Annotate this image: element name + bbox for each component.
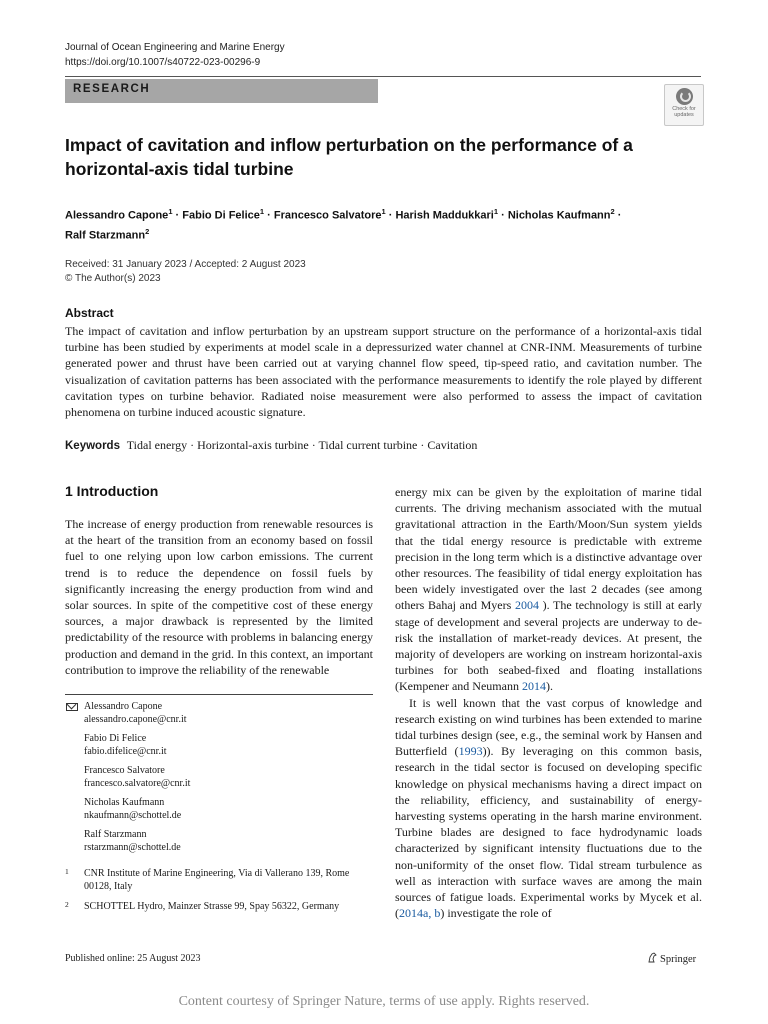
contact-entry	[65, 796, 373, 822]
author-separator: ·	[172, 209, 183, 222]
author-name: Harish Maddukkari	[395, 209, 494, 222]
author-affiliation-mark: 2	[145, 226, 150, 236]
received-accepted: Received: 31 January 2023 / Accepted: 2 August 2023	[65, 259, 306, 270]
affiliation-number: 1	[65, 867, 69, 876]
contact-entry	[65, 700, 373, 726]
copyright: © The Author(s) 2023	[65, 273, 161, 284]
text-run: energy mix can be given by the exploitation of marine tidal currents. The driving mechanism associated with the mutual gravitational attraction in the Earth/Moon/Sun system yields that the tidal energy resource is predictable with extreme precision in the long term which is a distinctive advantage over other resources. The feasibility of tidal energy exploitation has been widely investigated over the last 2 decades (see among others Bahaj and Myers	[395, 485, 702, 613]
contact-name: Alessandro Capone	[84, 701, 163, 712]
author-separator: ·	[614, 209, 622, 222]
contact-name: Nicholas Kaufmann	[84, 797, 165, 808]
journal-name: Journal of Ocean Engineering and Marine Energy	[65, 42, 285, 53]
header-rule	[65, 76, 701, 77]
contact-entry	[65, 732, 373, 758]
author-name: Fabio Di Felice	[182, 209, 260, 222]
intro-paragraph-2	[395, 695, 702, 922]
refresh-icon	[676, 88, 693, 105]
intro-paragraph-1	[395, 484, 702, 695]
affiliation-text: SCHOTTEL Hydro, Mainzer Strasse 99, Spay 56322, Germany	[84, 901, 340, 912]
citation-link[interactable]: 2014	[521, 679, 546, 694]
author-name: Alessandro Capone	[65, 209, 169, 222]
author-name: Nicholas Kaufmann	[507, 209, 611, 222]
journal-header	[65, 40, 285, 70]
published-date: Published online: 25 August 2023	[65, 953, 201, 964]
author-name: Ralf Starzmann	[65, 229, 146, 242]
citation-link[interactable]: 2004	[514, 598, 539, 613]
contact-email[interactable]: nkaufmann@schottel.de	[84, 810, 182, 821]
author-name: Francesco Salvatore	[273, 209, 382, 222]
contact-name: Ralf Starzmann	[84, 829, 147, 840]
contact-name: Fabio Di Felice	[84, 733, 147, 744]
text-run: ) investigate the role of	[440, 906, 552, 921]
author-affiliation-mark: 2	[610, 207, 615, 216]
author-affiliation-mark: 1	[381, 207, 386, 216]
author-affiliation-mark: 1	[259, 207, 265, 216]
citation-link[interactable]: 1993	[458, 744, 483, 759]
courtesy-notice: Content courtesy of Springer Nature, terms of use apply. Rights reserved.	[178, 994, 590, 1009]
contact-entry	[65, 828, 373, 854]
text-run: ).	[545, 679, 553, 694]
keywords	[65, 437, 702, 454]
affiliation-entry	[65, 867, 365, 893]
contact-email[interactable]: alessandro.capone@cnr.it	[84, 714, 187, 725]
author-separator: ·	[385, 209, 396, 222]
doi-link[interactable]: https://doi.org/10.1007/s40722-023-00296-9	[65, 57, 261, 68]
abstract-heading: Abstract	[65, 306, 114, 320]
footnote-rule	[65, 694, 373, 695]
affiliations	[65, 867, 365, 920]
envelope-icon	[66, 703, 78, 711]
intro-right-column	[395, 484, 702, 921]
text-run: ). The technology is still at early stage of development and several projects are underway to de-risk the installation of market-ready devices. At present, the majority of developers are working on instream horizontal-axis turbines for both seabed-fixed and floating installations (Kempener and Neumann	[395, 598, 702, 694]
intro-left-paragraph: The increase of energy production from renewable resources is at the heart of the transition from an economy based on fossil fuel to one relying upon low carbon emissions. The current trend is to reduce the dependence on fossil fuels by significantly increasing the energy production from wind and solar sources. In spite of the competitive cost of these energy sources, a major drawback is represented by the limited predictability of the resource with problems in balancing energy production and demand in the grid. In this context, an important contribution to improve the reliability of the renewable	[65, 517, 373, 677]
text-run: )). By leveraging on this common basis, research in the tidal sector is focused on developing specific knowledge on physical mechanisms having a direct impact on the reliability, efficiency, and sustainability of energy-harvesting systems operating in the harsh marine environment. Turbine blades are designed to face hydrodynamic loads characterized by significant intensity fluctuations due to the non-uniformity of the onset flow. Tidal stream turbulence as well as interaction with surface waves are among the main sources of fatigue loads. Experimental works by Mycek et al. (	[395, 744, 702, 921]
text-run: It is well known that the vast corpus of knowledge and research existing on wind turbines has been extended to marine tidal turbines design (see, e.g., the seminal work by Hansen and Butterfield (	[395, 695, 702, 759]
author-list	[65, 204, 705, 243]
affiliation-number: 2	[65, 900, 69, 909]
contact-entry	[65, 764, 373, 790]
abstract-text: The impact of cavitation and inflow perturbation by an upstream support structure on the performance of a horizontal-axis tidal turbine has been studied by experiments at model scale in a depressurized water channel at CNR-INM. Measurements of turbine generated power and thrust have been carried out at varying channel flow speed, tip-speed ratio, and cavitation number. The visualization of cavitation patterns has been associated with the performance measurements to identify the role played by different cavitation types on turbine behavior. Radiated noise measurement were also performed to assess the impact of cavitation phenomena on turbine induced acoustic signature.	[65, 324, 702, 420]
keywords-text: Tidal energy · Horizontal-axis turbine · Tidal current turbine · Cavitation	[126, 438, 478, 452]
affiliation-text: CNR Institute of Marine Engineering, Via di Vallerano 139, Rome 00128, Italy	[84, 868, 350, 892]
springer-horse-icon	[648, 952, 657, 963]
contact-email[interactable]: rstarzmann@schottel.de	[84, 842, 181, 853]
section-label: RESEARCH	[73, 83, 151, 95]
affiliation-entry	[65, 900, 365, 913]
contact-email[interactable]: fabio.difelice@cnr.it	[84, 746, 167, 757]
author-affiliation-mark: 1	[493, 207, 499, 216]
check-for-updates-badge[interactable]	[664, 84, 704, 126]
author-contacts	[65, 700, 373, 860]
publisher-logo	[648, 952, 696, 965]
article-title: Impact of cavitation and inflow perturbation on the performance of a horizontal-axis tidal turbine	[65, 135, 633, 179]
author-separator: ·	[264, 209, 274, 222]
contact-name: Francesco Salvatore	[84, 765, 165, 776]
keywords-label: Keywords	[65, 440, 120, 452]
article-dates	[65, 258, 306, 286]
publisher-name: Springer	[660, 954, 697, 965]
check-updates-label: Check for updates	[672, 106, 696, 118]
author-affiliation-mark: 1	[168, 207, 173, 216]
author-separator: ·	[498, 209, 508, 222]
citation-link[interactable]: 2014a, b	[399, 906, 441, 921]
contact-email[interactable]: francesco.salvatore@cnr.it	[84, 778, 191, 789]
section-heading: 1 Introduction	[65, 483, 159, 499]
